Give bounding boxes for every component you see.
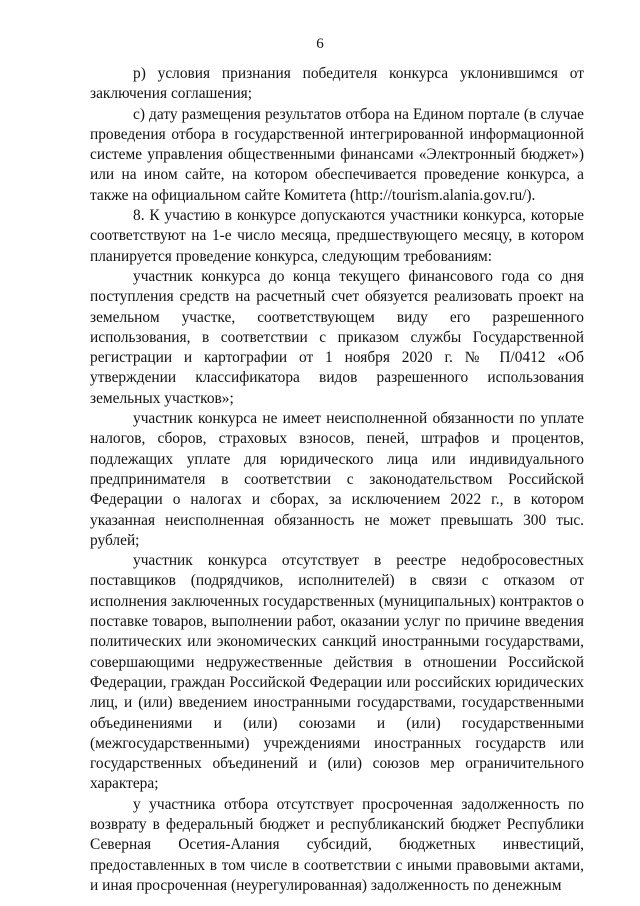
paragraph-clause-8: 8. К участию в конкурсе допускаются участники конкурса, которые соответствуют на 1-е число месяца, предшествующего месяцу, в котором планируется проведение конкурса, следующим требованиям: [90,207,584,265]
paragraph-requirement-land: участник конкурса до конца текущего финансового года со дня поступления средств на расчетный счет обязуется реализовать проект на земельном участке, соответствующем виду его разрешенного использования, в соответствии с приказом службы Государственной регистрации и картографии от 1 ноября 2020 г. № П/0412 «Об утверждении классификатора видов разрешенного использования земельных участков»; [90,267,584,407]
paragraph-item-s: с) дату размещения результатов отбора на Едином портале (в случае проведения отбора в государственной интегрированной информационной системе управления общественными финансами «Электронный бюджет») или на ином сайте, на котором обеспечивается проведение конкурса, а также на официальном сайте Комитета (http://tourism.alania.gov.ru/). [90,105,584,204]
paragraph-item-r: р) условия признания победителя конкурса уклонившимся от заключения соглашения; [90,65,584,103]
paragraph-requirement-registry: участник конкурса отсутствует в реестре недобросовестных поставщиков (подрядчиков, исполнителей) в связи с отказом от исполнения заключенных государственных (муниципальных) контрактов о поставке товаров, выполнении работ, оказании услуг по причине введения политических или экономических санкций иностранными государствами, совершающими недружественные действия в отношении Российской Федерации, граждан Российской Федерации или российских юридических лиц, и (или) введением иностранными государствами, государственными объединениями и (или) союзами и (или) государственными (межгосударственными) учреждениями иностранных государств или государственных объединений и (или) союзов мер ограничительного характера; [90,552,584,793]
page-number: 6 [316,36,324,52]
document-body [90,64,584,896]
paragraph-requirement-debt: у участника отбора отсутствует просроченная задолженность по возврату в федеральный бюджет и республиканский бюджет Республики Северная Осетия-Алания субсидий, бюджетных инвестиций, предоставленных в том числе в соответствии с иными правовыми актами, и иная просроченная (неурегулированная) задолженность по денежным [90,795,584,894]
paragraph-requirement-taxes: участник конкурса не имеет неисполненной обязанности по уплате налогов, сборов, страховых взносов, пеней, штрафов и процентов, подлежащих уплате для юридического лица или индивидуального предпринимателя в соответствии с законодательством Российской Федерации о налогах и сборах, за исключением 2022 г., в котором указанная неисполненная обязанность не может превышать 300 тыс. рублей; [90,410,584,549]
